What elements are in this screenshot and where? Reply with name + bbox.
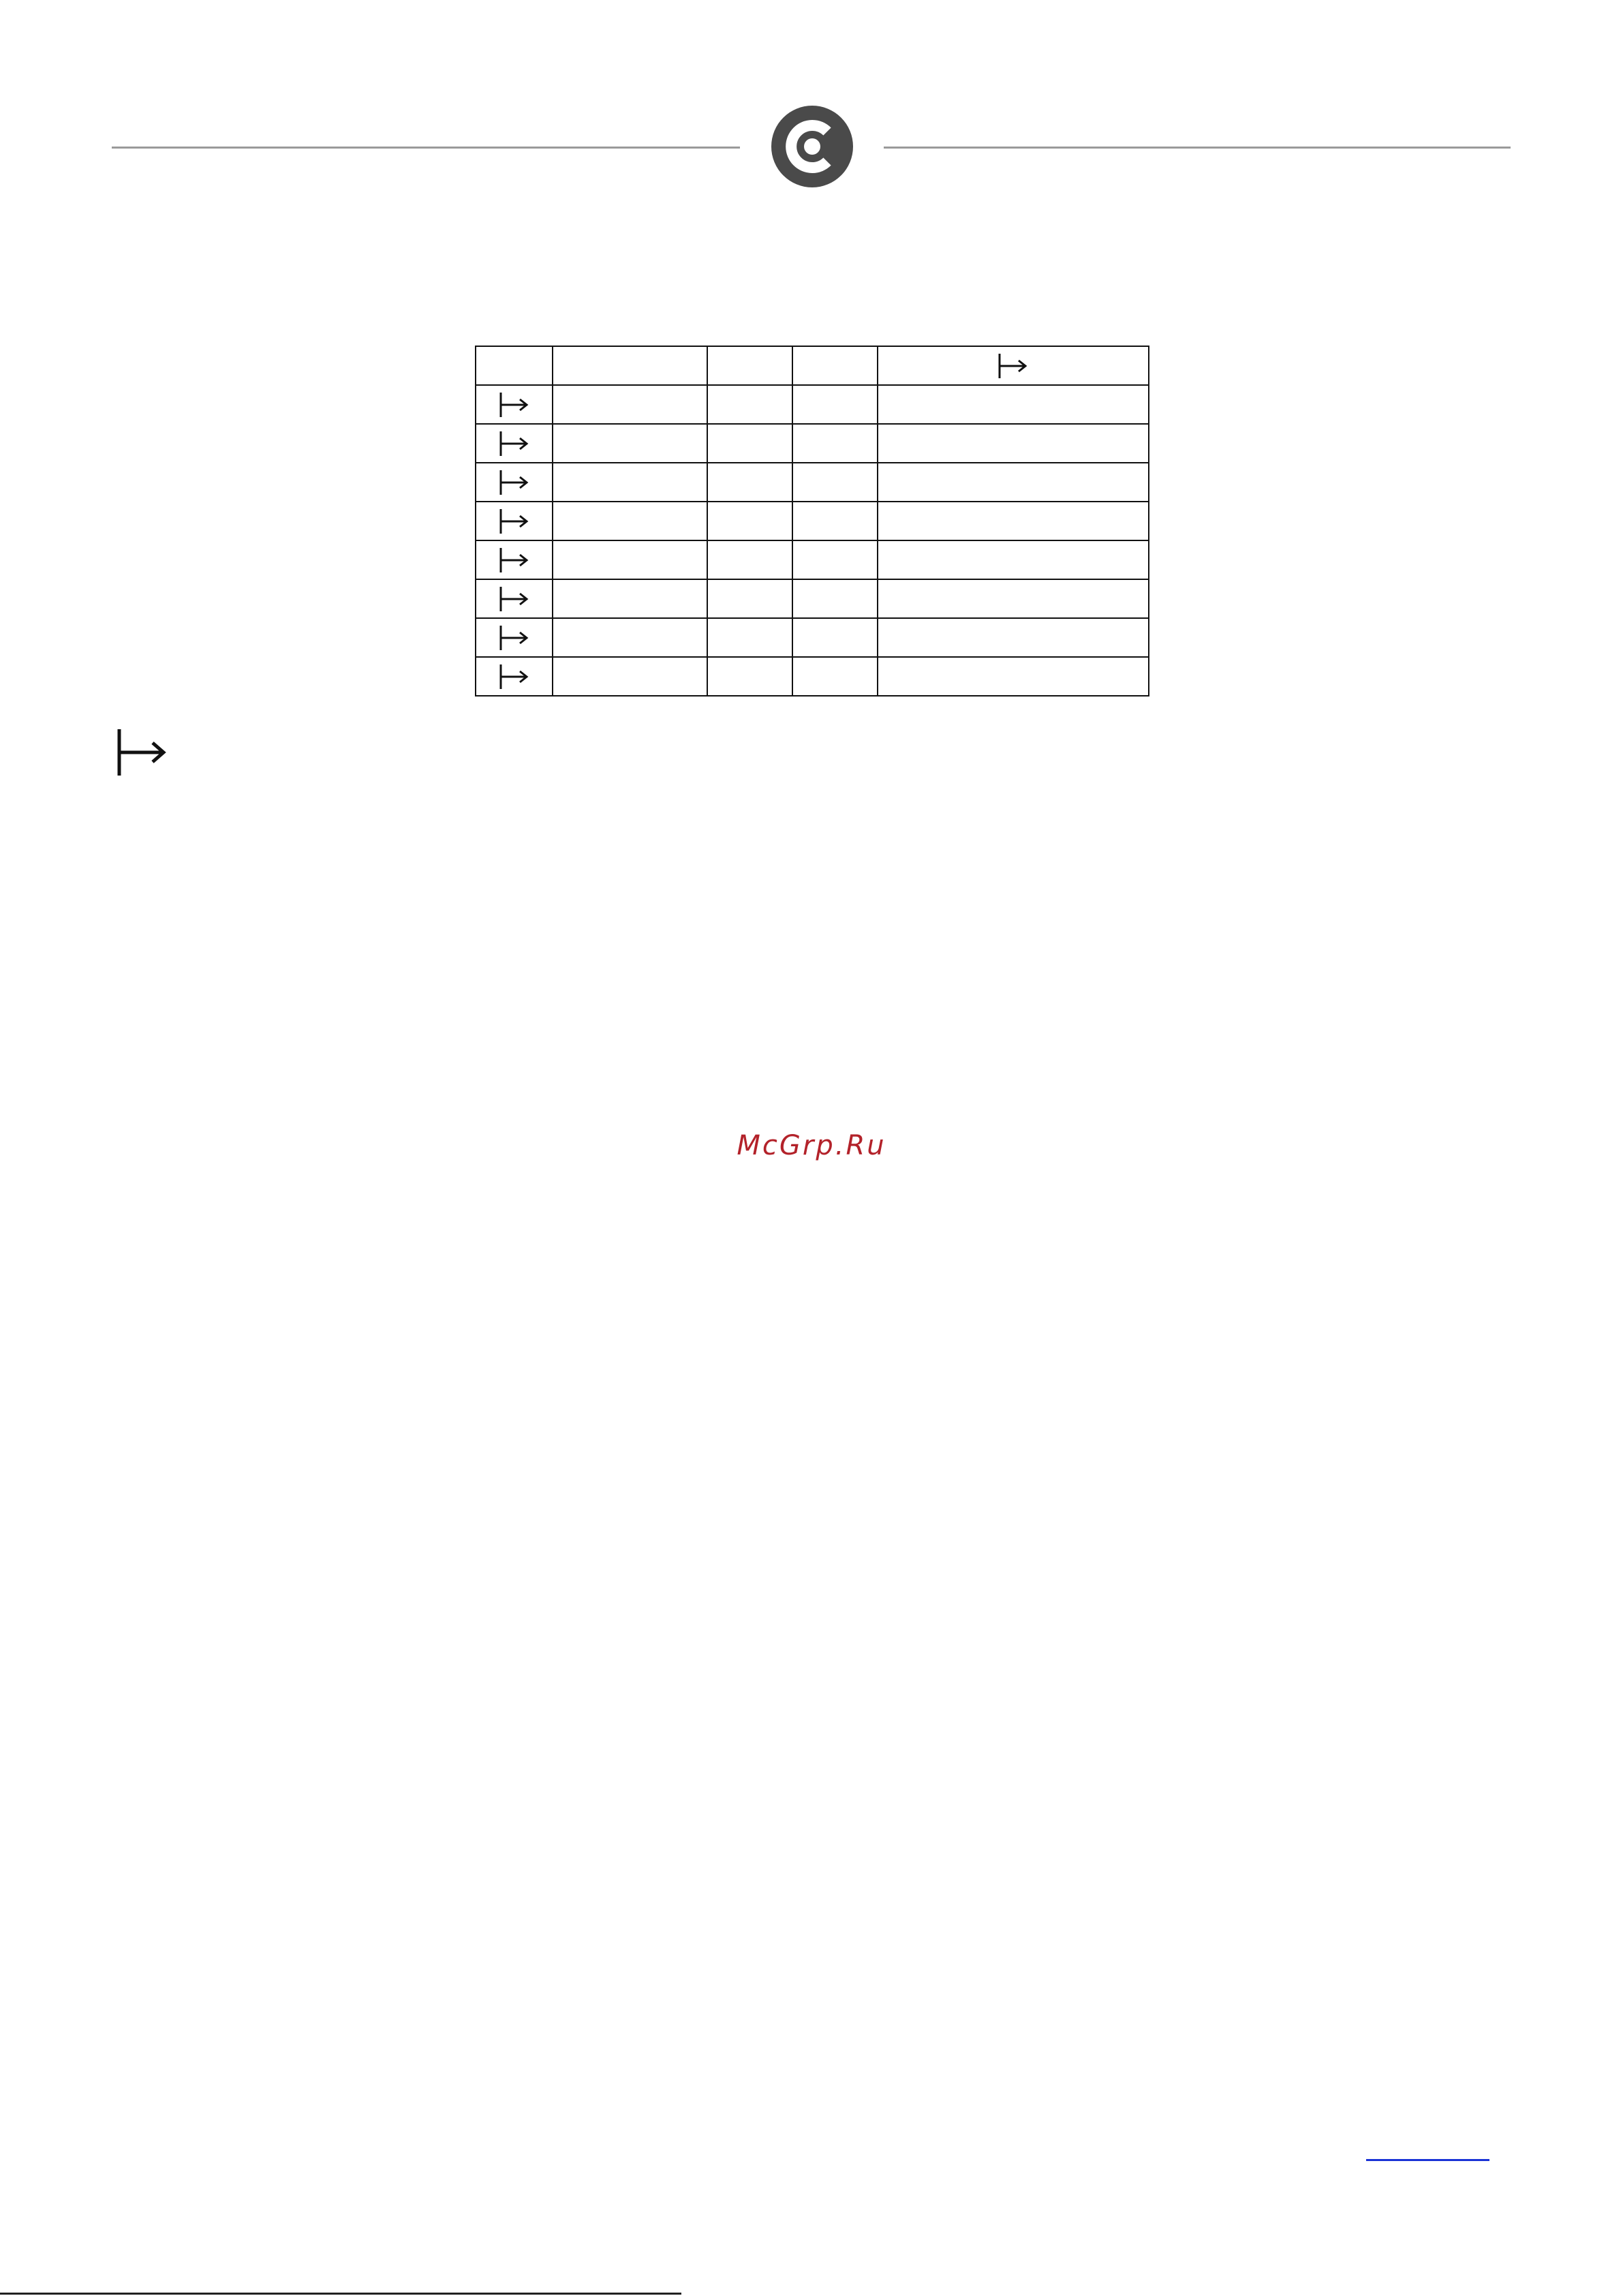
- rightwards-arrow-from-bar-icon: [498, 430, 531, 457]
- rightwards-arrow-from-bar-icon: [498, 547, 531, 574]
- table-cell: [878, 502, 1149, 540]
- table-row: [476, 579, 1149, 618]
- table-cell: [476, 463, 553, 502]
- footer-link-underline[interactable]: [1366, 2159, 1489, 2161]
- table-cell: [878, 424, 1149, 463]
- table-cell: [792, 579, 878, 618]
- table-cell: [553, 463, 707, 502]
- rightwards-arrow-from-bar-icon: [997, 352, 1030, 380]
- table-cell: [553, 346, 707, 385]
- rightwards-arrow-from-bar-icon: [498, 469, 531, 496]
- table-cell: [476, 618, 553, 657]
- table-row: [476, 540, 1149, 579]
- table-cell: [707, 657, 792, 696]
- table-row: [476, 502, 1149, 540]
- table-cell: [707, 540, 792, 579]
- table-cell: [553, 657, 707, 696]
- table-cell: [476, 657, 553, 696]
- table-cell: [792, 618, 878, 657]
- table-cell: [792, 540, 878, 579]
- table-cell: [476, 385, 553, 424]
- table-cell: [878, 385, 1149, 424]
- table-cell: [878, 346, 1149, 385]
- table-cell: [707, 346, 792, 385]
- rightwards-arrow-from-bar-icon: [498, 508, 531, 535]
- watermark-text: McGrp.Ru: [737, 1130, 886, 1161]
- table-cell: [476, 502, 553, 540]
- rightwards-arrow-from-bar-icon: [498, 663, 531, 690]
- table-row: [476, 618, 1149, 657]
- table-cell: [707, 463, 792, 502]
- table-cell: [553, 540, 707, 579]
- table-cell: [476, 424, 553, 463]
- table-cell: [878, 618, 1149, 657]
- table-cell: [553, 424, 707, 463]
- table-cell: [476, 346, 553, 385]
- table-cell: [792, 385, 878, 424]
- table-cell: [707, 618, 792, 657]
- table-cell: [707, 502, 792, 540]
- bottom-rule: [0, 2293, 681, 2295]
- table-cell: [792, 346, 878, 385]
- rightwards-arrow-from-bar-icon: [498, 585, 531, 613]
- table-header-row: [476, 346, 1149, 385]
- table-row: [476, 424, 1149, 463]
- table-cell: [707, 579, 792, 618]
- table-row: [476, 463, 1149, 502]
- header-rule-right: [884, 147, 1511, 149]
- rightwards-arrow-from-bar-icon: [116, 728, 169, 777]
- table-cell: [707, 385, 792, 424]
- circular-c-logo-icon: [770, 104, 854, 189]
- table-cell: [792, 657, 878, 696]
- table-cell: [553, 502, 707, 540]
- table-cell: [553, 385, 707, 424]
- table-cell: [792, 424, 878, 463]
- table-cell: [553, 579, 707, 618]
- data-table: [475, 346, 1149, 697]
- table-row: [476, 385, 1149, 424]
- table-cell: [792, 502, 878, 540]
- table-cell: [553, 618, 707, 657]
- table-cell: [476, 540, 553, 579]
- rightwards-arrow-from-bar-icon: [498, 391, 531, 418]
- table-cell: [878, 540, 1149, 579]
- table-cell: [707, 424, 792, 463]
- rightwards-arrow-from-bar-icon: [498, 624, 531, 652]
- table-cell: [476, 579, 553, 618]
- table-row: [476, 657, 1149, 696]
- table-cell: [878, 657, 1149, 696]
- table-cell: [878, 579, 1149, 618]
- table-cell: [792, 463, 878, 502]
- table-cell: [878, 463, 1149, 502]
- table-body: [476, 346, 1149, 696]
- header-rule-left: [112, 147, 740, 149]
